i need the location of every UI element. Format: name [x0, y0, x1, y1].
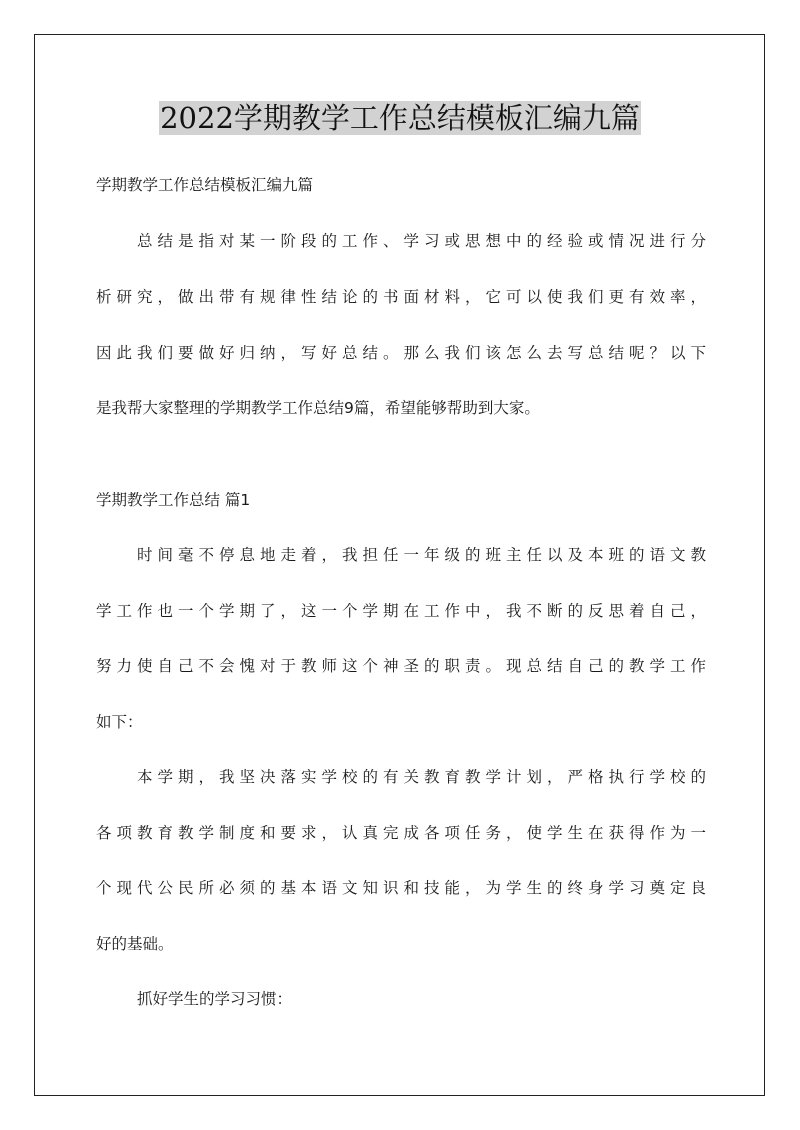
para2-line-2: 各项教育教学制度和要求，认真完成各项任务，使学生在获得作为一	[96, 824, 706, 842]
intro-line-4: 是我帮大家整理的学期教学工作总结9篇，希望能够帮助到大家。	[96, 399, 540, 417]
document-title-text: 2022学期教学工作总结模板汇编九篇	[160, 101, 640, 135]
para2-line-4: 好的基础。	[96, 935, 174, 953]
para1-line-3: 努力使自己不会愧对于教师这个神圣的职责。现总结自己的教学工作	[96, 657, 706, 675]
para1-line-1: 时间毫不停息地走着，我担任一年级的班主任以及本班的语文教	[137, 546, 706, 564]
para1-line-2: 学工作也一个学期了，这一个学期在工作中，我不断的反思着自己，	[96, 602, 706, 620]
intro-line-1: 总结是指对某一阶段的工作、学习或思想中的经验或情况进行分	[137, 232, 706, 250]
intro-line-2: 析研究，做出带有规律性结论的书面材料，它可以使我们更有效率，	[96, 288, 706, 306]
document-subtitle: 学期教学工作总结模板汇编九篇	[96, 176, 314, 194]
para2-line-3: 个现代公民所必须的基本语文知识和技能，为学生的终身学习奠定良	[96, 879, 706, 897]
intro-line-3: 因此我们要做好归纳，写好总结。那么我们该怎么去写总结呢？以下	[96, 344, 706, 362]
para3-line-1: 抓好学生的学习习惯：	[137, 990, 293, 1008]
section-heading: 学期教学工作总结 篇1	[96, 491, 251, 509]
para2-line-1: 本学期，我坚决落实学校的有关教育教学计划，严格执行学校的	[137, 768, 706, 786]
document-title	[0, 96, 800, 140]
para1-line-4: 如下：	[96, 713, 143, 731]
